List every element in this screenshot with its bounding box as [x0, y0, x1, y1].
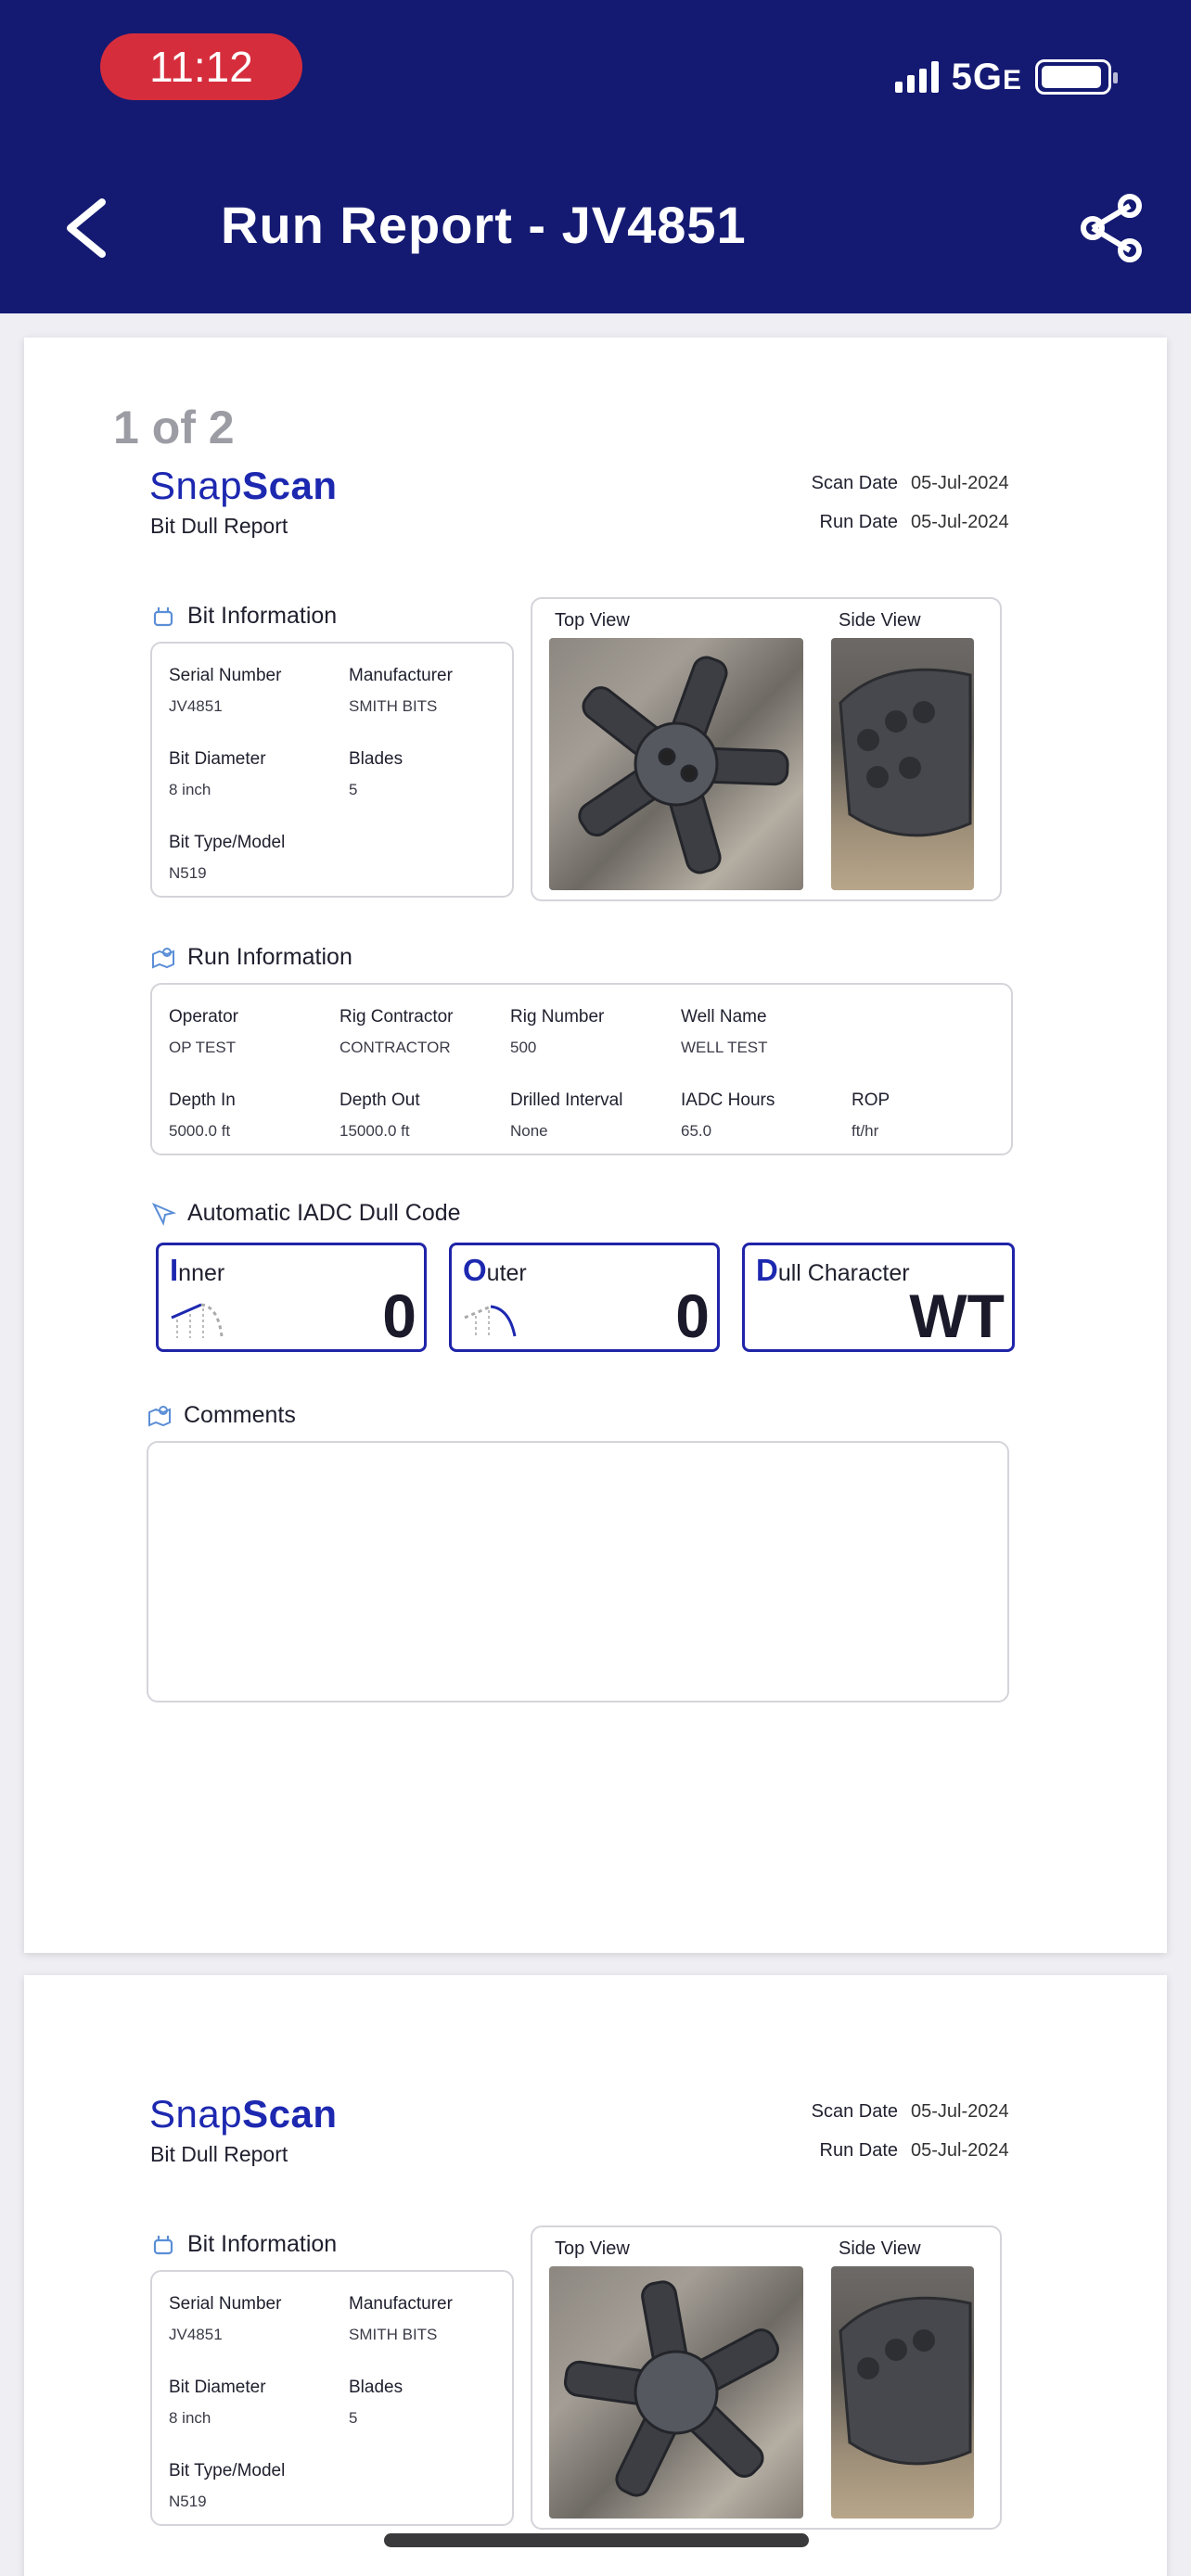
diameter-field: Bit Diameter 8 inch: [169, 2378, 266, 2427]
serial-field: Serial Number JV4851: [169, 2294, 282, 2343]
cursor-icon: [150, 1201, 176, 1227]
battery-icon: [1035, 59, 1111, 95]
bit-icon: [150, 2232, 176, 2258]
manufacturer-field: Manufacturer SMITH BITS: [349, 666, 453, 715]
comments-box: [147, 1441, 1009, 1702]
dull-code-title: Automatic IADC Dull Code: [150, 1200, 461, 1227]
page-title: Run Report - JV4851: [221, 196, 747, 254]
report-dates: Scan Date 05-Jul-2024 Run Date 05-Jul-2024: [811, 473, 1009, 532]
inner-dull-card: Inner 0: [156, 1243, 427, 1352]
manufacturer-field: Manufacturer SMITH BITS: [349, 2294, 453, 2343]
bit-info-box: [150, 642, 514, 898]
serial-field: Serial Number JV4851: [169, 666, 282, 715]
iadc-hours-field: IADC Hours 65.0: [681, 1090, 775, 1140]
inner-value: 0: [382, 1282, 416, 1350]
top-view-photo[interactable]: [549, 2266, 803, 2519]
side-view-label: Side View: [839, 2238, 921, 2259]
report-dates: Scan Date 05-Jul-2024 Run Date 05-Jul-2024: [811, 2101, 1009, 2161]
back-button[interactable]: [56, 185, 121, 269]
inner-profile-icon: [170, 1292, 227, 1340]
bit-info-title: Bit Information: [150, 2231, 337, 2258]
page-indicator: 1 of 2: [113, 402, 235, 453]
report-subtitle: Bit Dull Report: [150, 514, 288, 538]
brand-logo: SnapScan: [149, 2092, 338, 2136]
bit-info-title: Bit Information: [150, 603, 337, 630]
outer-profile-icon: [463, 1292, 520, 1340]
blades-field: Blades 5: [349, 2378, 403, 2427]
network-type: 5GE: [951, 56, 1022, 97]
drilled-interval-field: Drilled Interval None: [510, 1090, 623, 1140]
operator-field: Operator OP TEST: [169, 1007, 238, 1056]
run-info-title: Run Information: [150, 944, 352, 971]
status-icons: [895, 54, 1111, 100]
depth-out-field: Depth Out 15000.0 ft: [339, 1090, 420, 1140]
bit-info-box: [150, 2270, 514, 2526]
top-view-label: Top View: [555, 610, 630, 631]
blades-field: Blades 5: [349, 749, 403, 798]
side-view-photo[interactable]: [831, 2266, 974, 2519]
report-page-2[interactable]: [24, 1975, 1167, 2576]
bit-views-box: [531, 2225, 1002, 2530]
outer-value: 0: [675, 1282, 710, 1350]
bit-type-field: Bit Type/Model N519: [169, 2461, 286, 2510]
report-subtitle: Bit Dull Report: [150, 2142, 288, 2166]
run-info-box: [150, 983, 1013, 1155]
side-view-label: Side View: [839, 610, 921, 631]
dull-code-cards: [156, 1243, 1015, 1352]
report-page-1[interactable]: [24, 338, 1167, 1953]
rig-contractor-field: Rig Contractor CONTRACTOR: [339, 1007, 454, 1056]
bit-type-field: Bit Type/Model N519: [169, 833, 286, 882]
side-view-photo[interactable]: [831, 638, 974, 890]
comments-title: Comments: [147, 1402, 296, 1429]
map-pin-icon: [147, 1403, 173, 1429]
home-indicator[interactable]: [384, 2533, 809, 2547]
brand-logo: SnapScan: [149, 464, 338, 507]
bit-icon: [150, 604, 176, 630]
top-view-photo[interactable]: [549, 638, 803, 890]
outer-dull-card: Outer 0: [449, 1243, 720, 1352]
chevron-left-icon: [56, 185, 121, 269]
signal-icon: [895, 61, 939, 93]
rig-number-field: Rig Number 500: [510, 1007, 605, 1056]
dull-character-card: Dull Character WT: [742, 1243, 1015, 1352]
top-view-label: Top View: [555, 2238, 630, 2259]
dull-character-value: WT: [909, 1282, 1005, 1350]
share-icon: [1078, 193, 1145, 263]
well-name-field: Well Name WELL TEST: [681, 1007, 768, 1056]
app-bar: [0, 0, 1191, 313]
rop-field: ROP ft/hr: [852, 1090, 890, 1140]
map-pin-icon: [150, 945, 176, 971]
depth-in-field: Depth In 5000.0 ft: [169, 1090, 236, 1140]
diameter-field: Bit Diameter 8 inch: [169, 749, 266, 798]
bit-views-box: [531, 597, 1002, 901]
share-button[interactable]: [1078, 193, 1145, 263]
status-time: 11:12: [100, 33, 302, 100]
